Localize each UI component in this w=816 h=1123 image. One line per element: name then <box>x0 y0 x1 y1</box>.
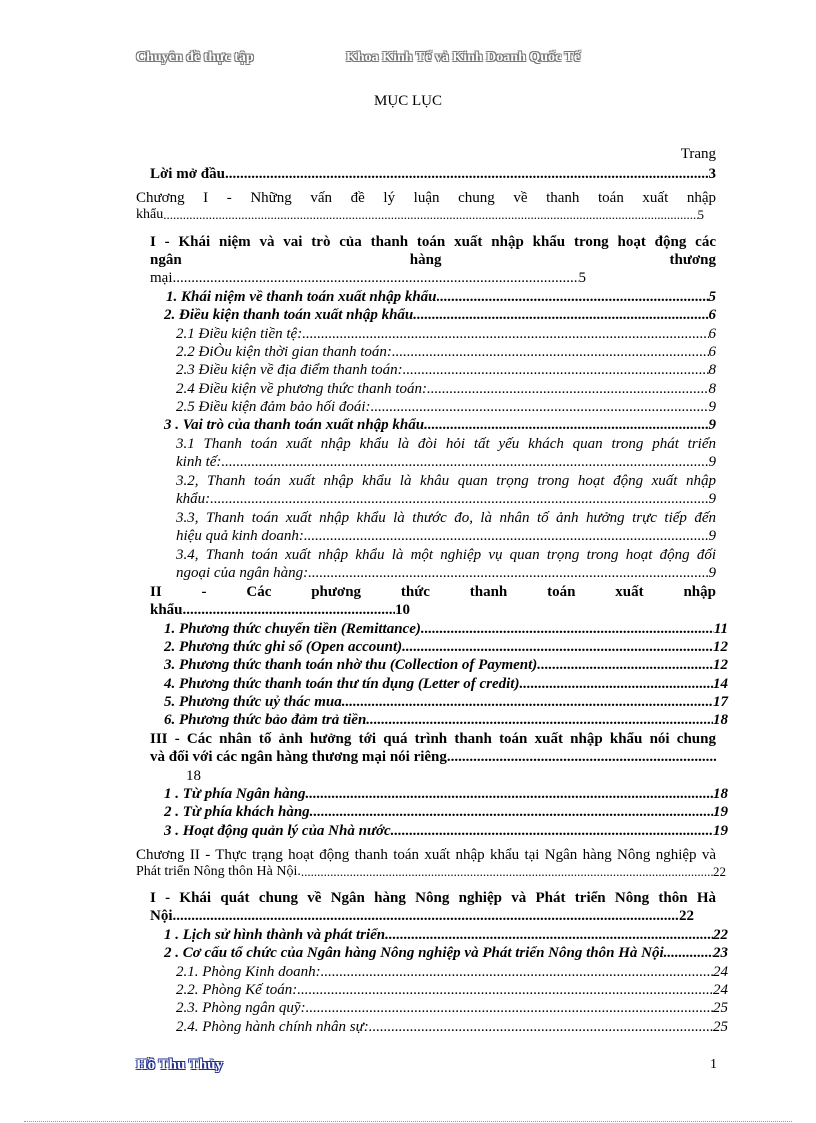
toc-entry-1-3-2[interactable]: khẩu: ..... 9 <box>176 490 716 508</box>
toc-entry-1-3-2-line1: 3.2, Thanh toán xuất nhập khẩu là khâu quan trọng trong hoạt động xuất nhập <box>176 473 716 489</box>
toc-entry-1-1[interactable]: 1. Khái niệm về thanh toán xuất nhập khẩu ..... 5 <box>166 288 716 306</box>
toc-section-3-page[interactable]: 18 <box>186 768 201 784</box>
page-title: MỤC LỤC <box>374 93 442 109</box>
toc-section-1-line2: ngân hàng thương <box>150 252 716 268</box>
toc-entry-2-2[interactable]: 2. Phương thức ghi sổ (Open account). ..... 12 <box>164 638 728 656</box>
toc-entry-1-3-3[interactable]: hiệu quả kinh doanh: ..... 9 <box>176 527 716 545</box>
toc-section-1-line1: I - Khái niệm và vai trò của thanh toán xuất nhập khẩu trong hoạt động các <box>150 234 716 250</box>
toc-entry-2-1[interactable]: 1. Phương thức chuyển tiền (Remittance). ..... 11 <box>164 620 728 638</box>
toc-entry-1-2[interactable]: 2. Điều kiện thanh toán xuất nhập khẩu. ..... 6 <box>164 306 716 324</box>
toc-ch2-entry-1-2[interactable]: 2 . Cơ cấu tổ chức của Ngân hàng Nông nghiệp và Phát triển Nông thôn Hà Nội. ..... 23 <box>164 944 728 962</box>
toc-section-2[interactable]: khẩu ..... 10 <box>150 601 410 619</box>
toc-ch2-entry-1-2-4[interactable]: 2.4. Phòng hành chính nhân sự: ..... 25 <box>176 1018 728 1036</box>
header-right: Khoa Kinh Tế và Kinh Doanh Quốc Tế <box>346 50 581 65</box>
toc-ch2-entry-1-1[interactable]: 1 . Lịch sử hình thành và phát triển ..... 22 <box>164 926 728 944</box>
toc-chapter-2[interactable]: Phát triển Nông thôn Hà Nội. ..... 22 <box>136 863 726 881</box>
toc-entry-1-2-2[interactable]: 2.2 ĐiÒu kiện thời gian thanh toán: ..... 6 <box>176 343 716 361</box>
toc-ch2-entry-1-2-3[interactable]: 2.3. Phòng ngân quỹ: ..... 25 <box>176 999 728 1017</box>
toc-entry-1-3-3-line1: 3.3, Thanh toán xuất nhập khẩu là thước đo, là nhân tố ảnh hưởng trực tiếp đến <box>176 510 716 526</box>
toc-section-1[interactable]: mại ..... 5 <box>150 269 586 287</box>
toc-entry-2-5[interactable]: 5. Phương thức uỷ thác mua. ..... 17 <box>164 693 728 711</box>
toc-entry-1-3-1-line1: 3.1 Thanh toán xuất nhập khẩu là đòi hỏi tất yếu khách quan trong phát triển <box>176 436 716 452</box>
toc-entry-1-3-4-line1: 3.4, Thanh toán xuất nhập khẩu là một nghiệp vụ quan trọng trong hoạt động đối <box>176 547 716 563</box>
toc-chapter-1-line1: Chương I - Những vấn đề lý luận chung về thanh toán xuất nhập <box>136 190 716 206</box>
footer-author-name: Hồ Thu Thủy <box>136 1057 224 1073</box>
toc-ch2-entry-1-2-1[interactable]: 2.1. Phòng Kinh doanh: ..... 24 <box>176 963 728 981</box>
toc-ch2-section-1-line1: I - Khái quát chung về Ngân hàng Nông nghiệp và Phát triển Nông thôn Hà <box>150 890 716 906</box>
page-column-label: Trang <box>680 146 716 162</box>
toc-entry-1-3-1[interactable]: kinh tế: ..... 9 <box>176 453 716 471</box>
toc-entry-2-3[interactable]: 3. Phương thức thanh toán nhờ thu (Collection of Payment). ..... 12 <box>164 656 728 674</box>
toc-entry-1-3-4[interactable]: ngoại của ngân hàng: ..... 9 <box>176 564 716 582</box>
page-number: 1 <box>710 1057 717 1072</box>
toc-entry-1-3[interactable]: 3 . Vai trò của thanh toán xuất nhập khẩu. ..... 9 <box>164 416 716 434</box>
toc-chapter-2-line1: Chương II - Thực trạng hoạt động thanh toán xuất nhập khẩu tại Ngân hàng Nông nghiệp và <box>136 847 716 863</box>
toc-entry-intro[interactable]: Lời mở đầu ..... 3 <box>150 165 716 183</box>
toc-entry-1-2-4[interactable]: 2.4 Điều kiện về phương thức thanh toán: ..... 8 <box>176 380 716 398</box>
toc-section-2-line1: II - Các phương thức thanh toán xuất nhập <box>150 584 716 600</box>
toc-entry-2-6[interactable]: 6. Phương thức bảo đảm trả tiền. ..... 18 <box>164 711 728 729</box>
toc-entry-1-2-1[interactable]: 2.1 Điều kiện tiền tệ: ..... 6 <box>176 325 716 343</box>
toc-ch2-section-1[interactable]: Nội ..... 22 <box>150 907 694 925</box>
toc-entry-1-2-5[interactable]: 2.5 Điều kiện đảm bảo hối đoái: ..... 9 <box>176 398 716 416</box>
toc-entry-1-2-3[interactable]: 2.3 Điều kiện về địa điểm thanh toán: ..... 8 <box>176 361 716 379</box>
toc-entry-3-2[interactable]: 2 . Từ phía khách hàng. ..... 19 <box>164 803 728 821</box>
toc-entry-3-3[interactable]: 3 . Hoạt động quản lý của Nhà nước. ..... 19 <box>164 822 728 840</box>
toc-section-3-line2: và đối với các ngân hàng thương mại nói riêng ..... <box>150 748 716 766</box>
page-edge-divider <box>24 1121 792 1122</box>
toc-entry-3-1[interactable]: 1 . Từ phía Ngân hàng. ..... 18 <box>164 785 728 803</box>
toc-entry-2-4[interactable]: 4. Phương thức thanh toán thư tín dụng (Letter of credit). ..... 14 <box>164 675 728 693</box>
toc-section-3-line1: III - Các nhân tố ảnh hưởng tới quá trình thanh toán xuất nhập khẩu nói chung <box>150 731 716 747</box>
header-left: Chuyên đề thực tập <box>136 50 254 65</box>
toc-chapter-1[interactable]: khẩu ..... 5 <box>136 206 704 224</box>
toc-ch2-entry-1-2-2[interactable]: 2.2. Phòng Kế toán: ..... 24 <box>176 981 728 999</box>
